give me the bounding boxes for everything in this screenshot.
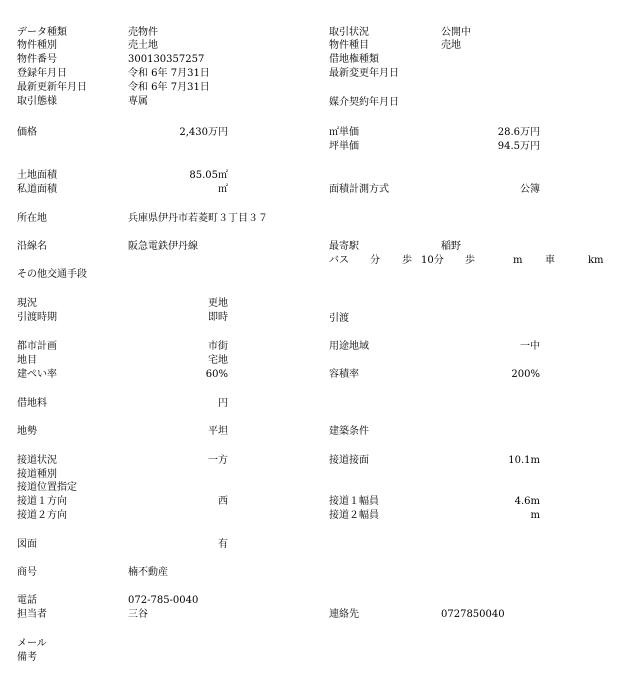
city-planning-label: 都市計画 (17, 341, 57, 352)
road1-width-label: 接道１幅員 (329, 496, 379, 507)
phone-label: 電話 (17, 595, 37, 606)
road-frontage-value: 10.1m (508, 455, 540, 466)
handover-label: 引渡 (329, 313, 349, 324)
updated-date-value: 令和 6年 7月31日 (128, 82, 210, 93)
road1-direction-value: 西 (218, 496, 228, 507)
remarks-label: 備考 (17, 652, 37, 663)
nearest-station-label: 最寄駅 (329, 241, 359, 252)
line-name-label: 沿線名 (17, 241, 47, 252)
handover-time-value: 即時 (208, 312, 228, 323)
access-meters: m (513, 255, 523, 266)
updated-date-label: 最新更新年月日 (17, 82, 87, 93)
current-state-label: 現況 (17, 298, 37, 309)
tsubo-price-value: 94.5万円 (497, 141, 540, 152)
terrain-label: 地勢 (17, 426, 37, 437)
land-category-label: 地目 (17, 355, 37, 366)
road-status-value: 一方 (208, 455, 228, 466)
use-district-label: 用途地域 (329, 341, 369, 352)
property-kind-value: 売土地 (128, 40, 158, 51)
registered-date-label: 登録年月日 (17, 68, 67, 79)
data-type-label: データ種類 (17, 27, 67, 38)
area-measure-method-label: 面積計測方式 (329, 184, 389, 195)
access-walk-1: 歩 (402, 255, 412, 266)
access-bus-minutes: 分 (370, 255, 380, 266)
trade-name-value: 楠不動産 (128, 567, 168, 578)
road1-width-value: 4.6m (514, 496, 540, 507)
access-walk-2: 歩 (465, 255, 475, 266)
floor-area-ratio-value: 200% (511, 369, 540, 380)
transaction-status-label: 取引状況 (329, 27, 369, 38)
sqm-price-label: ㎡単価 (329, 127, 359, 138)
property-number-value: 300130357257 (128, 54, 205, 65)
road2-width-label: 接道２幅員 (329, 510, 379, 521)
access-car: 車 (545, 255, 555, 266)
road-status-label: 接道状況 (17, 455, 57, 466)
transaction-mode-label: 取引態様 (17, 96, 57, 107)
use-district-value: 一中 (520, 341, 540, 352)
location-value: 兵庫県伊丹市若菱町３丁目３７ (128, 213, 268, 224)
property-kind-label: 物件種別 (17, 40, 57, 51)
property-item-label: 物件種目 (329, 40, 369, 51)
private-road-area-label: 私道面積 (17, 184, 57, 195)
drawing-label: 図面 (17, 539, 37, 550)
access-walk-minutes: 10分 (421, 255, 444, 266)
registered-date-value: 令和 6年 7月31日 (128, 68, 210, 79)
location-label: 所在地 (17, 213, 47, 224)
data-type-value: 売物件 (128, 27, 158, 38)
land-category-value: 宅地 (208, 355, 228, 366)
road1-direction-label: 接道１方向 (17, 496, 67, 507)
private-road-area-value: ㎡ (218, 184, 228, 195)
access-km: km (588, 255, 604, 266)
line-name-value: 阪急電鉄伊丹線 (128, 241, 198, 252)
tsubo-price-label: 坪単価 (329, 141, 359, 152)
other-transport-label: その他交通手段 (17, 269, 87, 280)
sqm-price-value: 28.6万円 (497, 127, 540, 138)
building-conditions-label: 建築条件 (329, 426, 369, 437)
handover-time-label: 引渡時期 (17, 312, 57, 323)
phone-value: 072-785-0040 (128, 595, 199, 606)
contact-label: 連絡先 (329, 609, 359, 620)
road-designation-label: 接道位置指定 (17, 482, 77, 493)
nearest-station-value: 稲野 (441, 241, 461, 252)
transaction-mode-value: 専属 (128, 96, 148, 107)
trade-name-label: 商号 (17, 567, 37, 578)
city-planning-value: 市街 (208, 341, 228, 352)
land-rent-label: 借地料 (17, 398, 47, 409)
road-type-label: 接道種別 (17, 469, 57, 480)
land-area-label: 土地面積 (17, 170, 57, 181)
area-measure-method-value: 公簿 (520, 184, 540, 195)
terrain-value: 平坦 (208, 426, 228, 437)
land-area-value: 85.05㎡ (189, 170, 228, 181)
current-state-value: 更地 (208, 298, 228, 309)
price-label: 価格 (17, 127, 37, 138)
drawing-value: 有 (218, 539, 228, 550)
property-item-value: 売地 (441, 40, 461, 51)
latest-change-date-label: 最新変更年月日 (329, 68, 399, 79)
road2-width-value: m (530, 510, 540, 521)
road2-direction-label: 接道２方向 (17, 510, 67, 521)
person-in-charge-label: 担当者 (17, 609, 47, 620)
land-rent-value: 円 (218, 398, 228, 409)
email-label: メール (17, 638, 47, 649)
leasehold-type-label: 借地権種類 (329, 54, 379, 65)
contact-value: 0727850040 (441, 609, 505, 620)
property-number-label: 物件番号 (17, 54, 57, 65)
floor-area-ratio-label: 容積率 (329, 369, 359, 380)
brokerage-contract-date-label: 媒介契約年月日 (329, 97, 399, 108)
price-value: 2,430万円 (179, 127, 228, 138)
person-in-charge-value: 三谷 (128, 609, 148, 620)
transaction-status-value: 公開中 (441, 27, 471, 38)
building-coverage-label: 建ぺい率 (17, 369, 57, 380)
access-bus: バス (329, 255, 349, 266)
building-coverage-value: 60% (205, 369, 228, 380)
road-frontage-label: 接道接面 (329, 455, 369, 466)
